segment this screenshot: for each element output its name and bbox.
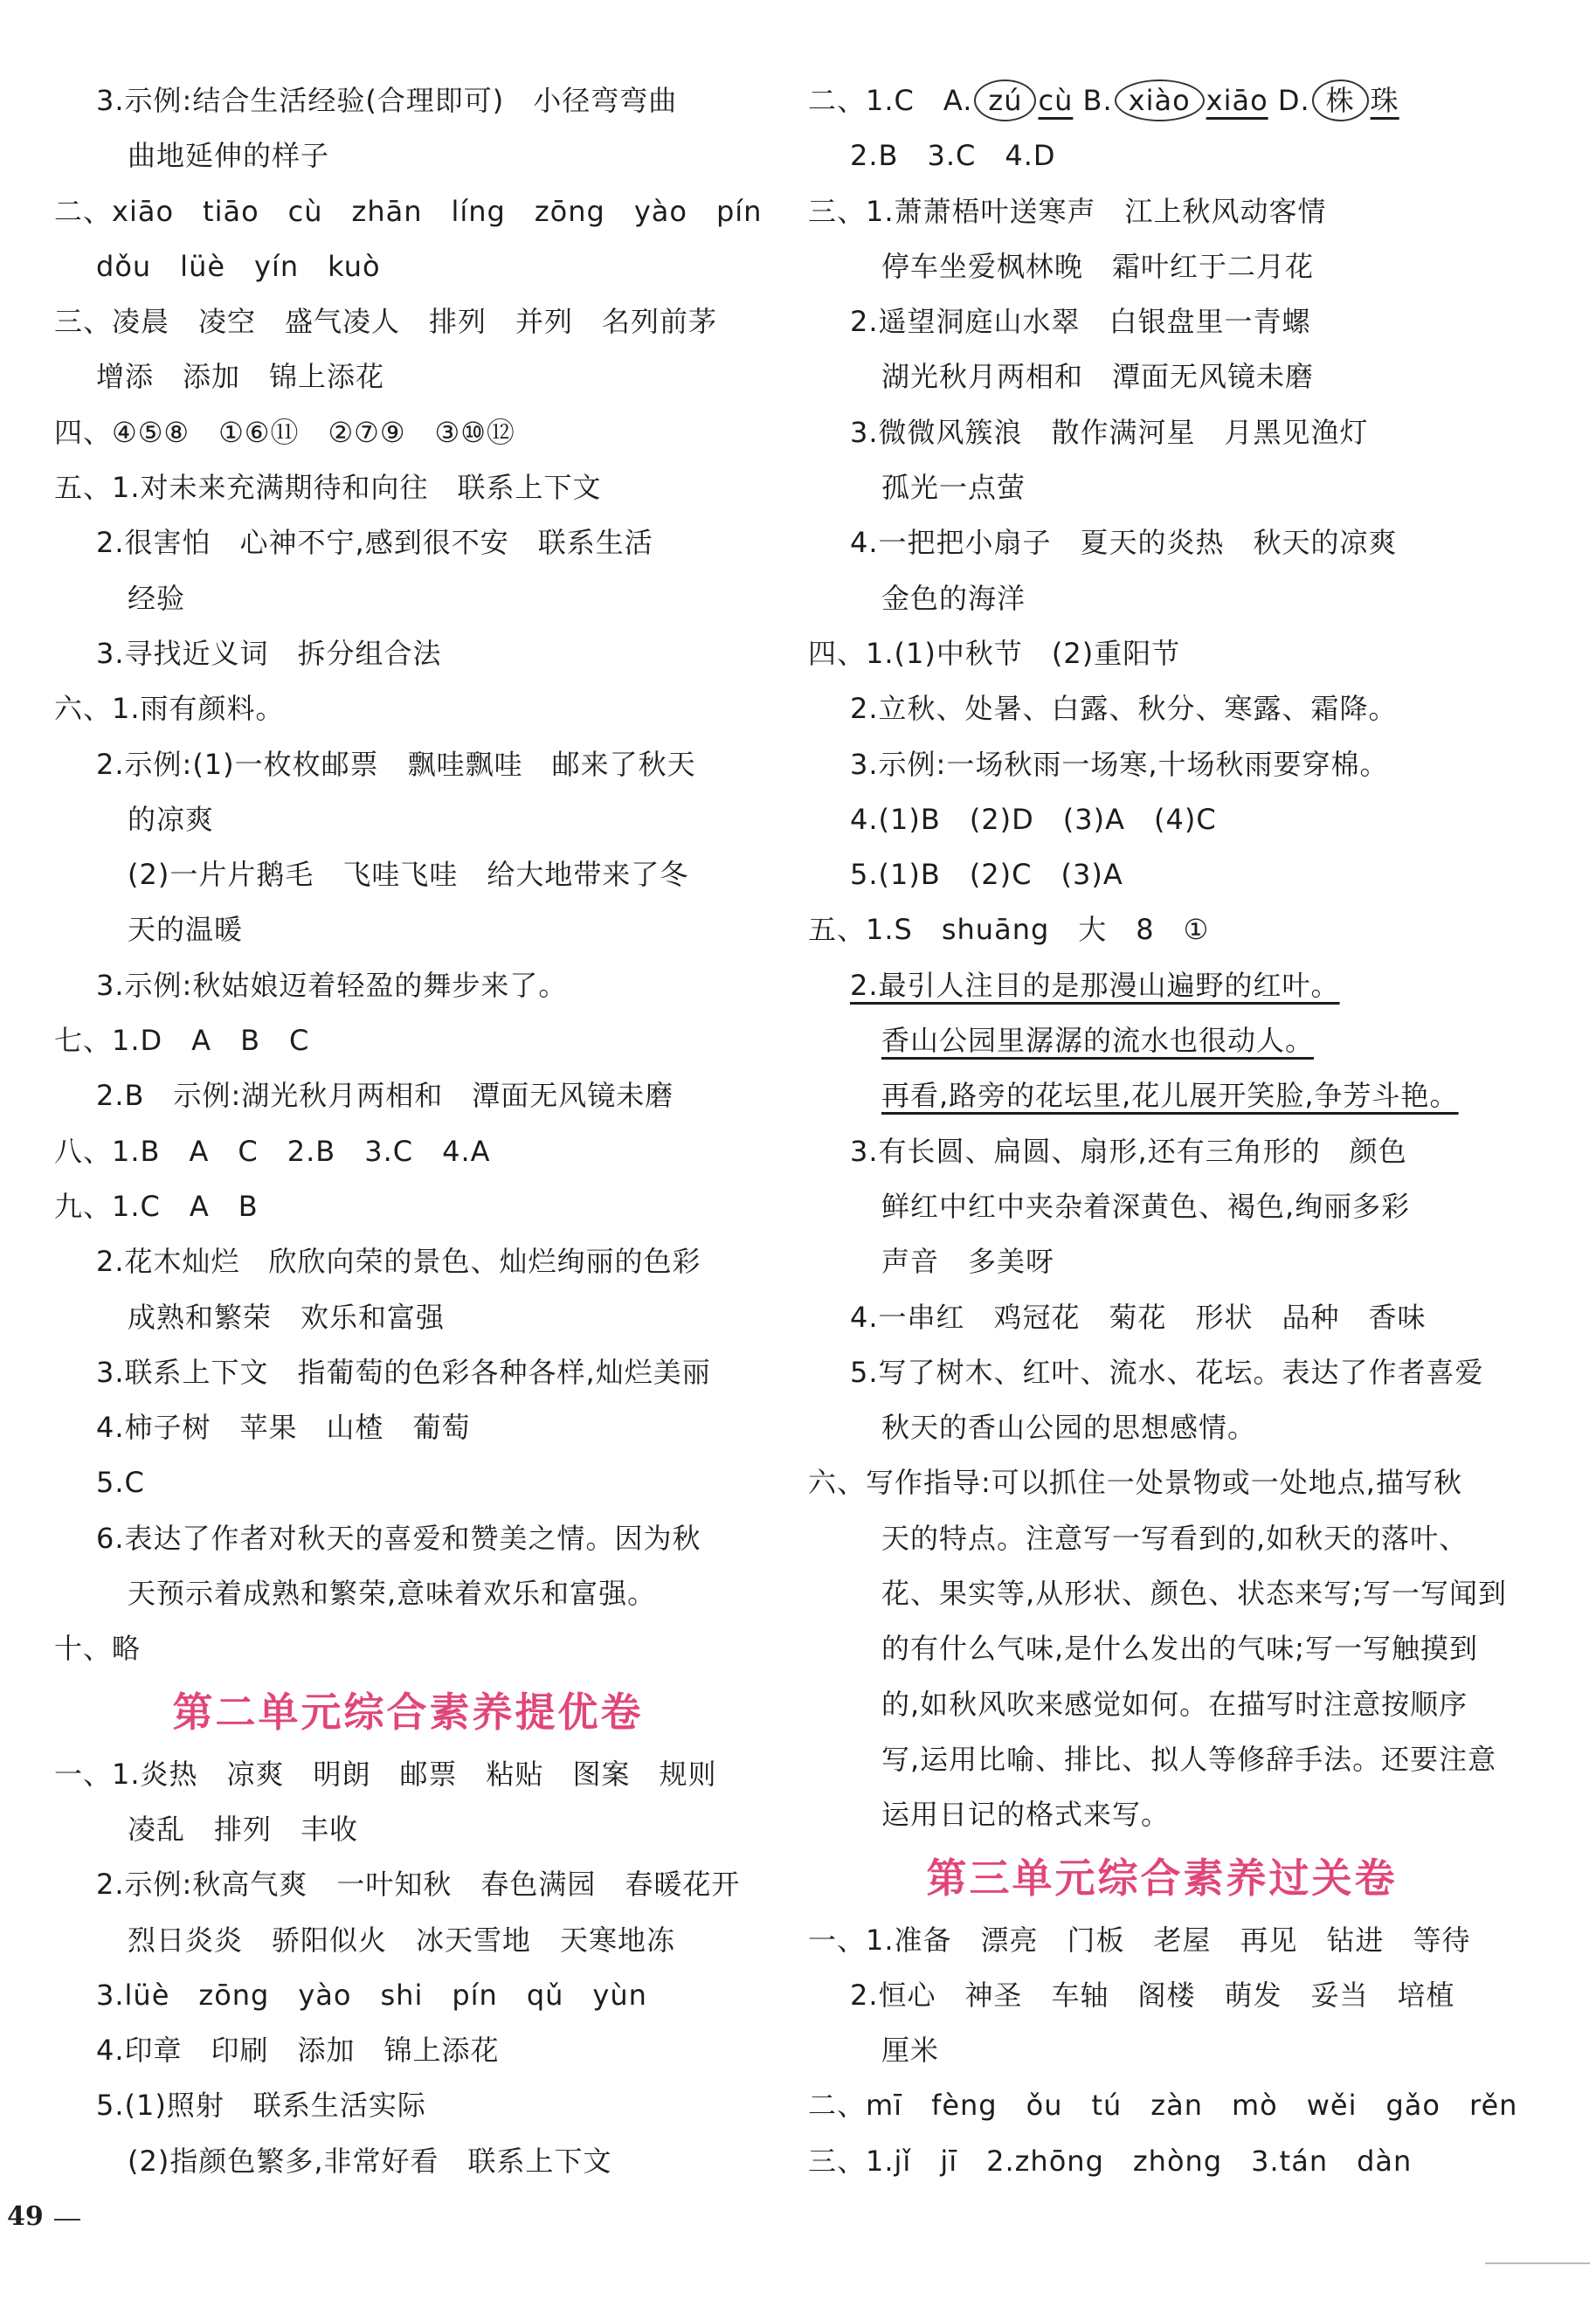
answer-line: 5.(1)B (2)C (3)A — [850, 858, 1123, 892]
section-title: 第三单元综合素养过关卷 — [926, 1854, 1398, 1902]
answer-line: 2.B 3.C 4.D — [850, 139, 1056, 173]
answer-line: 厘米 — [881, 2034, 940, 2068]
answer-line: 3.示例:秋姑娘迈着轻盈的舞步来了。 — [96, 968, 568, 1002]
circled-character: 株 — [1312, 79, 1369, 121]
answer-line: 4.柿子树 苹果 山楂 葡萄 — [96, 1411, 471, 1445]
answer-line: 4.一串红 鸡冠花 菊花 形状 品种 香味 — [850, 1300, 1427, 1334]
underlined-sentence: 2.最引人注目的是那漫山遍野的红叶。 — [850, 968, 1340, 1002]
answer-line: 2.很害怕 心神不宁,感到很不安 联系生活 — [96, 526, 653, 560]
answer-line: 5.写了树木、红叶、流水、花坛。表达了作者喜爱 — [850, 1355, 1484, 1389]
answer-line: 一、1.炎热 凉爽 明朗 邮票 粘贴 图案 规则 — [54, 1757, 717, 1791]
answer-line: 一、1.准备 漂亮 门板 老屋 再见 钻进 等待 — [808, 1923, 1471, 1957]
answer-line: 声音 多美呀 — [881, 1245, 1055, 1279]
answer-line: 凌乱 排列 丰收 — [128, 1812, 359, 1846]
answer-line: 3.示例:结合生活经验(合理即可) 小径弯弯曲 — [96, 84, 678, 117]
answer-line: 七、1.D A B C — [54, 1024, 310, 1058]
answer-line: dǒu lüè yín kuò — [96, 249, 381, 283]
answer-line: 天的温暖 — [128, 913, 244, 947]
answer-line — [808, 958, 1516, 1013]
answer-line: 花、果实等,从形状、颜色、状态来写;写一写闻到 — [881, 1577, 1507, 1611]
section-title: 第二单元综合素养提优卷 — [172, 1688, 644, 1736]
answer-line: 3.联系上下文 指葡萄的色彩各种各样,灿烂美丽 — [96, 1355, 711, 1389]
answer-line: 六、写作指导:可以抓住一处景物或一处地点,描写秋 — [808, 1466, 1462, 1500]
circled-pinyin: zú — [974, 79, 1036, 121]
answer-line: 3.有长圆、扁圆、扇形,还有三角形的 颜色 — [850, 1134, 1407, 1168]
answer-line: 2.遥望洞庭山水翠 白银盘里一青螺 — [850, 305, 1311, 339]
answer-line: 增添 添加 锦上添花 — [96, 360, 385, 394]
answer-line: 三、凌晨 凌空 盛气凌人 排列 并列 名列前茅 — [54, 305, 718, 339]
answer-line: 2.立秋、处暑、白露、秋分、寒露、霜降。 — [850, 692, 1398, 726]
answer-line: 九、1.C A B — [54, 1189, 259, 1223]
answer-line: 2.恒心 神圣 车轴 阁楼 萌发 妥当 培植 — [850, 1978, 1455, 2012]
answer-line: 湖光秋月两相和 潭面无风镜未磨 — [881, 360, 1315, 394]
answer-line — [808, 1013, 1516, 1068]
answer-line: 二、xiāo tiāo cù zhān líng zōng yào pín — [54, 194, 763, 228]
answer-line: 3.示例:一场秋雨一场寒,十场秋雨要穿棉。 — [850, 747, 1389, 781]
answer-line: 停车坐爱枫林晚 霜叶红于二月花 — [881, 249, 1315, 283]
left-column — [54, 73, 762, 2189]
answer-line: 写,运用比喻、排比、拟人等修辞手法。还要注意 — [881, 1742, 1497, 1776]
answer-line: 的,如秋风吹来感觉如何。在描写时注意按顺序 — [881, 1687, 1468, 1721]
answer-line: 3.lüè zōng yào shi pín qǔ yùn — [96, 1978, 647, 2012]
answer-line: 运用日记的格式来写。 — [881, 1798, 1171, 1832]
answer-line: 成熟和繁荣 欢乐和富强 — [128, 1300, 446, 1334]
answer-line: 五、1.S shuāng 大 8 ① — [808, 913, 1210, 947]
answer-line: 2.花木灿烂 欣欣向荣的景色、灿烂绚丽的色彩 — [96, 1245, 701, 1279]
answer-line: 十、略 — [54, 1632, 142, 1666]
right-column — [808, 73, 1516, 2189]
option-label: B. — [1082, 84, 1113, 117]
answer-line: 秋天的香山公园的思想感情。 — [881, 1411, 1257, 1445]
answer-line: 天的特点。注意写一写看到的,如秋天的落叶、 — [881, 1521, 1468, 1555]
answer-line: (2)指颜色繁多,非常好看 联系上下文 — [128, 2144, 612, 2178]
answer-line: 4.一把把小扇子 夏天的炎热 秋天的凉爽 — [850, 526, 1398, 560]
underlined-character: 珠 — [1370, 84, 1399, 117]
answer-line: 鲜红中红中夹杂着深黄色、褐色,绚丽多彩 — [881, 1189, 1411, 1223]
answer-line — [808, 1068, 1516, 1123]
page-number-rule — [54, 2219, 80, 2221]
answer-line: 二、mī fèng ǒu tú zàn mò wěi gǎo rěn — [808, 2089, 1518, 2123]
answer-line: 的凉爽 — [128, 802, 215, 836]
underlined-pinyin: xiāo — [1206, 84, 1268, 117]
answer-line: 三、1.萧萧梧叶送寒声 江上秋风动客情 — [808, 194, 1327, 228]
answer-line-q2 — [808, 73, 1516, 128]
answer-line: 金色的海洋 — [881, 581, 1026, 615]
answer-line: 6.表达了作者对秋天的喜爱和赞美之情。因为秋 — [96, 1521, 701, 1555]
underlined-sentence: 香山公园里潺潺的流水也很动人。 — [881, 1024, 1315, 1058]
answer-line: 3.微微风簇浪 散作满河星 月黑见渔灯 — [850, 415, 1369, 449]
bottom-divider — [1485, 2262, 1590, 2264]
answer-line: 四、1.(1)中秋节 (2)重阳节 — [808, 636, 1181, 670]
answer-line: 三、1.jǐ jī 2.zhōng zhòng 3.tán dàn — [808, 2144, 1413, 2178]
circled-pinyin: xiào — [1115, 79, 1205, 121]
answer-line: 4.印章 印刷 添加 锦上添花 — [96, 2034, 500, 2068]
q2-prefix: 二、1.C A. — [808, 84, 973, 117]
answer-line: 2.示例:秋高气爽 一叶知秋 春色满园 春暖花开 — [96, 1868, 741, 1902]
answer-line: 八、1.B A C 2.B 3.C 4.A — [54, 1134, 491, 1168]
answer-line: 孤光一点萤 — [881, 471, 1026, 505]
answer-line: 4.(1)B (2)D (3)A (4)C — [850, 802, 1217, 836]
page-number: 49 — [7, 2201, 44, 2232]
answer-line: 烈日炎炎 骄阳似火 冰天雪地 天寒地冻 — [128, 1923, 676, 1957]
answer-line: 的有什么气味,是什么发出的气味;写一写触摸到 — [881, 1632, 1478, 1666]
answer-line: 天预示着成熟和繁荣,意味着欢乐和富强。 — [128, 1577, 657, 1611]
answer-line: 5.(1)照射 联系生活实际 — [96, 2089, 426, 2123]
answer-line: 5.C — [96, 1466, 145, 1500]
underlined-pinyin: cù — [1038, 84, 1074, 117]
answer-line: 经验 — [128, 581, 186, 615]
answer-line: 3.寻找近义词 拆分组合法 — [96, 636, 442, 670]
answer-line: 曲地延伸的样子 — [128, 139, 330, 173]
answer-line: 六、1.雨有颜料。 — [54, 692, 285, 726]
answer-line: 五、1.对未来充满期待和向往 联系上下文 — [54, 471, 602, 505]
answer-line: 2.示例:(1)一枚枚邮票 飘哇飘哇 邮来了秋天 — [96, 747, 696, 781]
answer-line: 2.B 示例:湖光秋月两相和 潭面无风镜未磨 — [96, 1079, 674, 1113]
answer-line: (2)一片片鹅毛 飞哇飞哇 给大地带来了冬 — [128, 858, 689, 892]
option-label: D. — [1277, 84, 1310, 117]
answer-line: 四、④⑤⑧ ①⑥⑪ ②⑦⑨ ③⑩⑫ — [54, 415, 515, 449]
underlined-sentence: 再看,路旁的花坛里,花儿展开笑脸,争芳斗艳。 — [881, 1079, 1459, 1113]
